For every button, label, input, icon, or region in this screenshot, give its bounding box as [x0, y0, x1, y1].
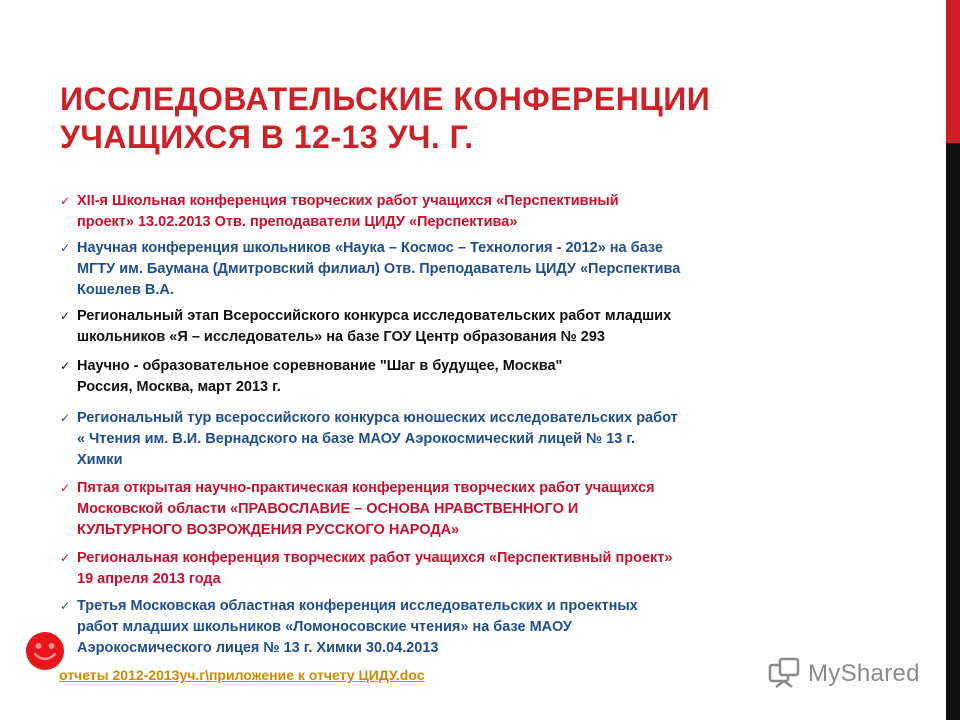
item-line: работ младших школьников «Ломоносовские чтения» на базе МАОУ: [77, 619, 572, 635]
list-item-2: [60, 238, 681, 301]
item-line: Россия, Москва, март 2013 г.: [77, 379, 281, 395]
list-item-8: [60, 596, 638, 659]
checkmark-icon: ✓: [60, 411, 71, 425]
item-line: проект» 13.02.2013 Отв. преподаватели ЦИДУ «Перспектива»: [77, 214, 518, 230]
accent-bar-dark: [946, 143, 960, 720]
list-item-3: [60, 306, 672, 348]
list-item-1: [60, 191, 619, 233]
list-item-7: [60, 548, 673, 590]
item-line: 19 апреля 2013 года: [77, 571, 221, 587]
myshared-logo-icon: [768, 657, 802, 691]
item-line: Научная конференция школьников «Наука – Космос – Технология - 2012» на базе: [77, 240, 663, 256]
list-item-6: [60, 478, 655, 541]
list-item-4: [60, 356, 563, 398]
item-line: МГТУ им. Баумана (Дмитровский филиал) Отв. Преподаватель ЦИДУ «Перспектива: [77, 261, 681, 277]
item-line: Региональный тур всероссийского конкурса юношеских исследовательских работ: [77, 410, 678, 426]
smiley-icon[interactable]: [25, 631, 65, 671]
item-line: Кошелев В.А.: [77, 282, 174, 298]
item-line: « Чтения им. В.И. Вернадского на базе МАОУ Аэрокосмический лицей № 13 г.: [77, 431, 636, 447]
item-line: КУЛЬТУРНОГО ВОЗРОЖДЕНИЯ РУССКОГО НАРОДА»: [77, 522, 460, 538]
checkmark-icon: ✓: [60, 309, 71, 323]
title-line-2: УЧАЩИХСЯ В 12-13 УЧ. Г.: [60, 119, 474, 155]
list-item-5: [60, 408, 678, 471]
item-line: Региональный этап Всероссийского конкурса исследовательских работ младших: [77, 308, 672, 324]
item-line: Химки: [77, 452, 123, 468]
item-line: школьников «Я – исследователь» на базе ГОУ Центр образования № 293: [77, 329, 605, 345]
myshared-watermark: [768, 656, 920, 692]
item-line: XII-я Школьная конференция творческих работ учащихся «Перспективный: [77, 193, 619, 209]
checkmark-icon: ✓: [60, 551, 71, 565]
item-line: Региональная конференция творческих работ учащихся «Перспективный проект»: [77, 550, 673, 566]
report-file-link[interactable]: отчеты 2012-2013уч.г\приложение к отчету ЦИДУ.doc: [59, 667, 425, 683]
checkmark-icon: ✓: [60, 359, 71, 373]
checkmark-icon: ✓: [60, 241, 71, 255]
title-line-1: ИССЛЕДОВАТЕЛЬСКИЕ КОНФЕРЕНЦИИ: [60, 81, 711, 117]
brand-name: MyShared: [808, 660, 920, 687]
item-line: Третья Московская областная конференция исследовательских и проектных: [77, 598, 638, 614]
item-line: Московской области «ПРАВОСЛАВИЕ – ОСНОВА НРАВСТВЕННОГО И: [77, 501, 579, 517]
checkmark-icon: ✓: [60, 194, 71, 208]
item-line: Пятая открытая научно-практическая конференция творческих работ учащихся: [77, 480, 655, 496]
checkmark-icon: ✓: [60, 599, 71, 613]
accent-bar-red: [946, 0, 960, 143]
item-line: Аэрокосмического лицея № 13 г. Химки 30.04.2013: [77, 640, 439, 656]
checkmark-icon: ✓: [60, 481, 71, 495]
item-line: Научно - образовательное соревнование "Шаг в будущее, Москва": [77, 358, 563, 374]
